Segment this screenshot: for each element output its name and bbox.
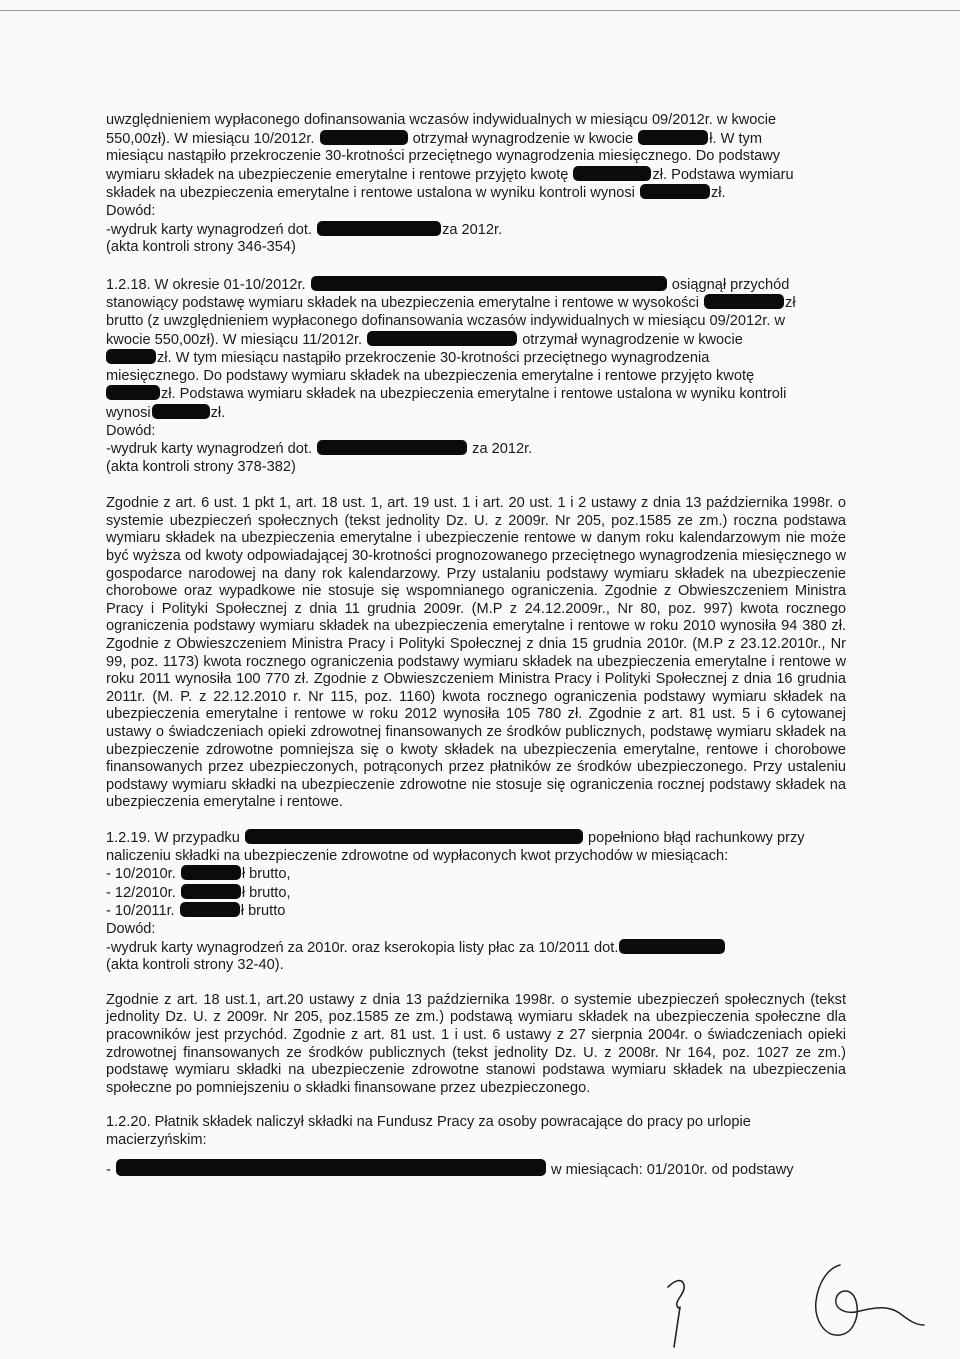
redaction-bar (317, 440, 467, 455)
redaction-bar (180, 902, 240, 917)
redaction-bar (573, 166, 651, 181)
text-fragment: stanowiący podstawę wymiaru składek na ubezpieczenia emerytalne i rentowe w wysokości (106, 295, 699, 312)
spacer (106, 1097, 846, 1114)
spacer (106, 1149, 846, 1159)
text-line (106, 166, 846, 185)
text-fragment: - 10/2010r. (106, 866, 176, 883)
redaction-bar (320, 130, 408, 145)
text-fragment: -wydruk karty wynagrodzeń dot. (106, 441, 313, 458)
text-line (106, 1159, 846, 1180)
text-fragment: zł (785, 295, 796, 312)
text-fragment: otrzymał wynagrodzenie w kwocie (412, 130, 634, 147)
text-fragment: kwocie 550,00zł). W miesiącu 11/2012r. (106, 331, 363, 348)
redaction-bar (152, 404, 210, 419)
handwritten-signature (640, 1255, 960, 1355)
text-line (106, 221, 846, 240)
text-line (106, 294, 846, 313)
month-item (106, 865, 846, 884)
text-fragment: za 2012r. (442, 221, 503, 238)
text-fragment: wynosi (106, 404, 151, 421)
text-line: miesiącu nastąpiło przekroczenie 30-krotności przeciętnego wynagrodzenia miesięcznego. Do podstawy (106, 148, 781, 165)
redaction-bar (367, 331, 517, 346)
section-1-2-20 (106, 1114, 846, 1180)
redaction-bar (245, 829, 583, 844)
text-line: (akta kontroli strony 32-40). (106, 957, 284, 974)
month-item (106, 902, 846, 921)
text-fragment: otrzymał wynagrodzenie w kwocie (522, 331, 743, 348)
spacer (106, 257, 846, 276)
text-line: miesięcznego. Do podstawy wymiaru składek na ubezpieczenia emerytalne i rentowe przyjęto kwotę (106, 367, 755, 384)
month-item (106, 884, 846, 903)
text-fragment: - 12/2010r. (106, 884, 176, 901)
text-line: Dowód: (106, 920, 156, 937)
redaction-bar (181, 884, 241, 899)
text-fragment: -wydruk karty wynagrodzeń za 2010r. oraz kserokopia listy płac za 10/2011 dot. (106, 939, 619, 956)
text-fragment: ł brutto, (241, 884, 291, 901)
text-fragment: w miesiącach: 01/2010r. od podstawy (551, 1162, 794, 1179)
text-fragment: zł. Podstawa wymiaru (652, 166, 794, 183)
text-fragment: - 10/2011r. (106, 903, 175, 920)
text-line: Dowód: (106, 202, 156, 219)
redaction-bar (638, 130, 708, 145)
text-line (106, 276, 846, 295)
text-line (106, 939, 846, 958)
text-fragment: 1.2.18. W okresie 01-10/2012r. (106, 276, 306, 293)
spacer (106, 476, 846, 495)
text-line (106, 349, 846, 368)
text-line (106, 404, 846, 423)
legal-basis-paragraph: Zgodnie z art. 6 ust. 1 pkt 1, art. 18 ust. 1, art. 19 ust. 1 i art. 20 ust. 1 i 2 ustawy z dnia 13 października 1998r. o systemie ubezpieczeń społecznych (tekst jednolity Dz. U. z 2009r. Nr 205, poz.1585 ze zm.) roczna podstawa wymiaru składek na ubezpieczenia emerytalne i ubezpieczenie rentowe w danym roku kalendarzowym nie może być wyższa od kwoty odpowiadającej 30-krotności prognozowanego przeciętnego wynagrodzenia miesięcznego w gospodarce narodowej na dany rok kalendarzowy. Przy ustalaniu podstawy wymiaru składek na ubezpieczenie chorobowe oraz wypadkowe nie stosuje się wspomnianego ograniczenia. Zgodnie z Obwieszczeniem Ministra Pracy i Polityki Społecznej z dnia 11 grudnia 2009r. (M.P z 24.12.2009r., Nr 80, poz. 997) kwota rocznego ograniczenia podstawy wymiaru składek na ubezpieczenia emerytalne i rentowe w roku 2010 wynosiła 94 380 zł. Zgodnie z Obwieszczeniem Ministra Pracy i Polityki Społecznej z dnia 15 grudnia 2010r. (M.P z 23.12.2010r., Nr 99, poz. 1173) kwota rocznego ograniczenia podstawy wymiaru składek na ubezpieczenia emerytalne i rentowe w roku 2011 wynosiła 100 770 zł. Zgodnie z Obwieszczeniem Ministra Pracy i Polityki Społecznej z dnia 16 grudnia 2011r. (M. P. z 22.12.2010 r. Nr 115, poz. 1160) kwota rocznego ograniczenia podstawy wymiaru składek na ubezpieczenia emerytalne i rentowe w roku 2012 wynosiła 105 780 zł. Zgodnie z art. 81 ust. 5 i 6 cytowanej ustawy o świadczeniach opieki zdrowotnej finansowanych ze środków publicznych, podstawę wymiaru składek na ubezpieczenie zdrowotne pomniejsza się o kwoty składek na ubezpieczenia emerytalne, rentowe i chorobowe finansowanych przez ubezpieczonych, potrąconych przez płatników ze środków ubezpieczonego. Przy ustaleniu podstawy wymiaru składki na ubezpieczenie zdrowotne nie stosuje się ograniczenia rocznej podstawy składek na ubezpieczenia emerytalne i rentowe. (106, 495, 846, 811)
text-paragraph: 1.2.20. Płatnik składek naliczył składki na Fundusz Pracy za osoby powracające do pracy po urlopie macierzyńskim: (106, 1114, 751, 1148)
text-fragment: ł brutto (240, 903, 286, 920)
redaction-bar (106, 385, 160, 400)
text-line: brutto (z uwzględnieniem wypłaconego dofinansowania wczasów indywidualnych w miesiącu 09/2012r. w (106, 312, 785, 329)
text-fragment: 1.2.19. W przypadku (106, 829, 240, 846)
text-line (106, 829, 846, 848)
initials-mark (668, 1281, 684, 1347)
spacer (106, 812, 846, 829)
document-body (106, 112, 846, 1180)
redaction-bar (640, 184, 710, 199)
text-line (106, 331, 846, 350)
redaction-bar (704, 294, 784, 309)
legal-basis-paragraph-2: Zgodnie z art. 18 ust.1, art.20 ustawy z dnia 13 października 1998r. o systemie ubezpieczeń społecznych (tekst jednolity Dz. U. z 2009r. Nr 205, poz.1585 ze zm.) podstawą wymiaru składek na ubezpieczenia społeczne dla pracowników jest przychód. Zgodnie z art. 81 ust. 1 i ust. 6 ustawy z 27 sierpnia 2004r. o świadczeniach opieki zdrowotnej finansowanych ze środków publicznych (tekst jednolity Dz. U. z 2008r. Nr 164, poz. 1027 ze zm.) podstawę wymiaru składki na ubezpieczenie zdrowotne stanowi podstawa wymiaru składek na ubezpieczenia społeczne po pomniejszeniu o składki finansowane przez ubezpieczonego. (106, 991, 846, 1096)
text-fragment: zł. Podstawa wymiaru składek na ubezpieczenia emerytalne i rentowe ustalona w wyniku kontroli (161, 386, 787, 403)
signature-mark (816, 1265, 924, 1335)
text-fragment: zł. W tym miesiącu nastąpiło przekroczenie 30-krotności przeciętnego wynagrodzenia (157, 350, 710, 367)
redaction-bar (619, 939, 725, 954)
text-line (106, 184, 846, 203)
section-continuation (106, 112, 846, 257)
text-fragment: popełniono błąd rachunkowy przy (587, 829, 805, 846)
text-fragment: za 2012r. (472, 441, 533, 458)
text-line: uwzględnieniem wypłaconego dofinansowania wczasów indywidualnych w miesiącu 09/2012r. w kwocie (106, 112, 777, 128)
spacer (106, 975, 846, 992)
text-line: (akta kontroli strony 378-382) (106, 458, 296, 475)
redaction-bar (116, 1159, 546, 1176)
text-fragment: wymiaru składek na ubezpieczenie emerytalne i rentowe przyjęto kwotę (106, 166, 569, 183)
text-fragment: ł. W tym (709, 130, 762, 147)
redaction-bar (317, 221, 441, 236)
redaction-bar (311, 276, 667, 291)
text-line (106, 130, 846, 149)
scan-edge-line (0, 10, 960, 11)
text-line: Dowód: (106, 422, 156, 439)
section-1-2-19 (106, 829, 846, 975)
redaction-bar (106, 349, 156, 364)
text-line: (akta kontroli strony 346-354) (106, 239, 296, 256)
text-fragment: składek na ubezpieczenia emerytalne i rentowe ustalona w wyniku kontroli wynosi (106, 185, 635, 202)
text-fragment: - (106, 1162, 111, 1179)
text-line (106, 440, 846, 459)
text-fragment: -wydruk karty wynagrodzeń dot. (106, 221, 313, 238)
section-1-2-18 (106, 276, 846, 477)
text-fragment: 550,00zł). W miesiącu 10/2012r. (106, 130, 315, 147)
text-line: naliczeniu składki na ubezpieczenie zdrowotne od wypłaconych kwot przychodów w miesiącach: (106, 847, 729, 864)
redaction-bar (181, 865, 241, 880)
text-fragment: zł. (710, 185, 726, 202)
text-line (106, 385, 846, 404)
text-fragment: zł. (210, 404, 226, 421)
text-fragment: osiągnął przychód (671, 276, 790, 293)
text-fragment: ł brutto, (241, 866, 291, 883)
